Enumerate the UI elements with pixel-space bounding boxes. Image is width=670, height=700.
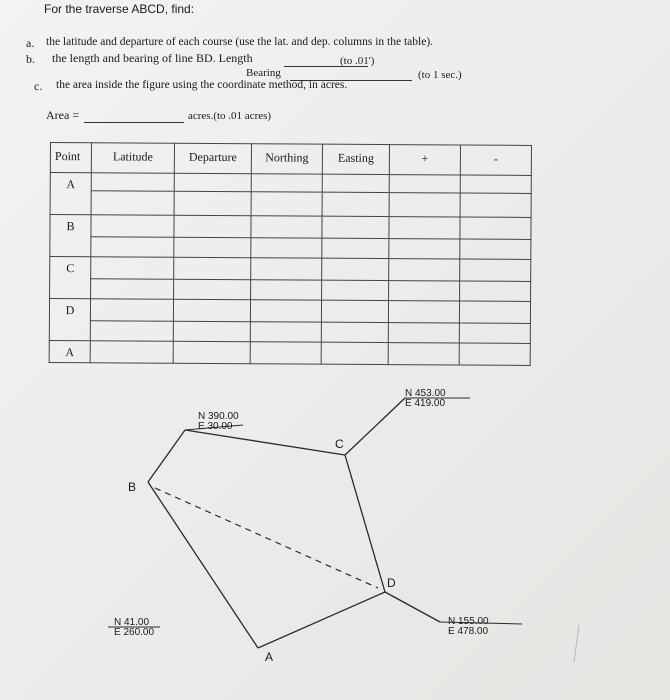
point-cell: B [50, 215, 91, 257]
coord-b-northing: N 390.00 [198, 411, 239, 422]
point-label-a: A [265, 650, 274, 664]
point-cell: D [49, 299, 90, 341]
course-line-da [258, 592, 385, 648]
item-b-text: the length and bearing of line BD. Length [52, 51, 253, 65]
coord-d-easting: E 478.00 [448, 626, 489, 637]
item-a-letter: a. [26, 36, 35, 50]
pen-mark [574, 625, 579, 662]
course-line-b-up [148, 430, 185, 482]
item-b-letter: b. [26, 52, 35, 66]
header-latitude: Latitude [91, 143, 174, 174]
item-a-text: the latitude and departure of each course (use the lat. and dep. columns in the table). [46, 36, 434, 48]
problem-title: For the traverse ABCD, find: [44, 2, 195, 16]
header-easting: Easting [322, 144, 389, 174]
coord-a-easting: E 260.00 [114, 627, 155, 638]
coord-c-northing: N 453.00 [405, 388, 446, 399]
course-line-ab [148, 482, 258, 648]
coord-c-easting: E 419.00 [405, 398, 446, 409]
item-c-letter: c. [34, 79, 43, 93]
point-cell: A [50, 173, 91, 215]
area-label: Area = [46, 108, 80, 122]
point-cell: C [50, 257, 91, 299]
course-line-d-out [385, 592, 440, 622]
length-precision: (to .01') [340, 55, 375, 67]
point-label-d: D [387, 576, 396, 590]
area-suffix: acres.(to .01 acres) [188, 110, 272, 122]
header-plus: + [389, 145, 460, 175]
item-c-text: the area inside the figure using the coordinate method, in acres. [56, 79, 348, 91]
point-label-c: C [335, 437, 344, 451]
course-line-cd [345, 455, 385, 592]
dashed-line-bd [155, 488, 378, 588]
point-cell: A [49, 340, 90, 362]
header-point: Point [50, 143, 91, 173]
course-line-bc [185, 430, 345, 455]
coord-a-northing: N 41.00 [114, 617, 150, 628]
point-label-b: B [128, 480, 137, 494]
coord-b-easting: E 30.00 [198, 421, 233, 432]
header-departure: Departure [174, 143, 251, 173]
coord-d-northing: N 155.00 [448, 616, 489, 627]
bearing-label: Bearing [246, 67, 281, 79]
header-northing: Northing [251, 144, 322, 174]
bearing-precision: (to 1 sec.) [418, 69, 462, 81]
header-minus: - [460, 145, 531, 175]
course-line-c-up [345, 398, 405, 455]
